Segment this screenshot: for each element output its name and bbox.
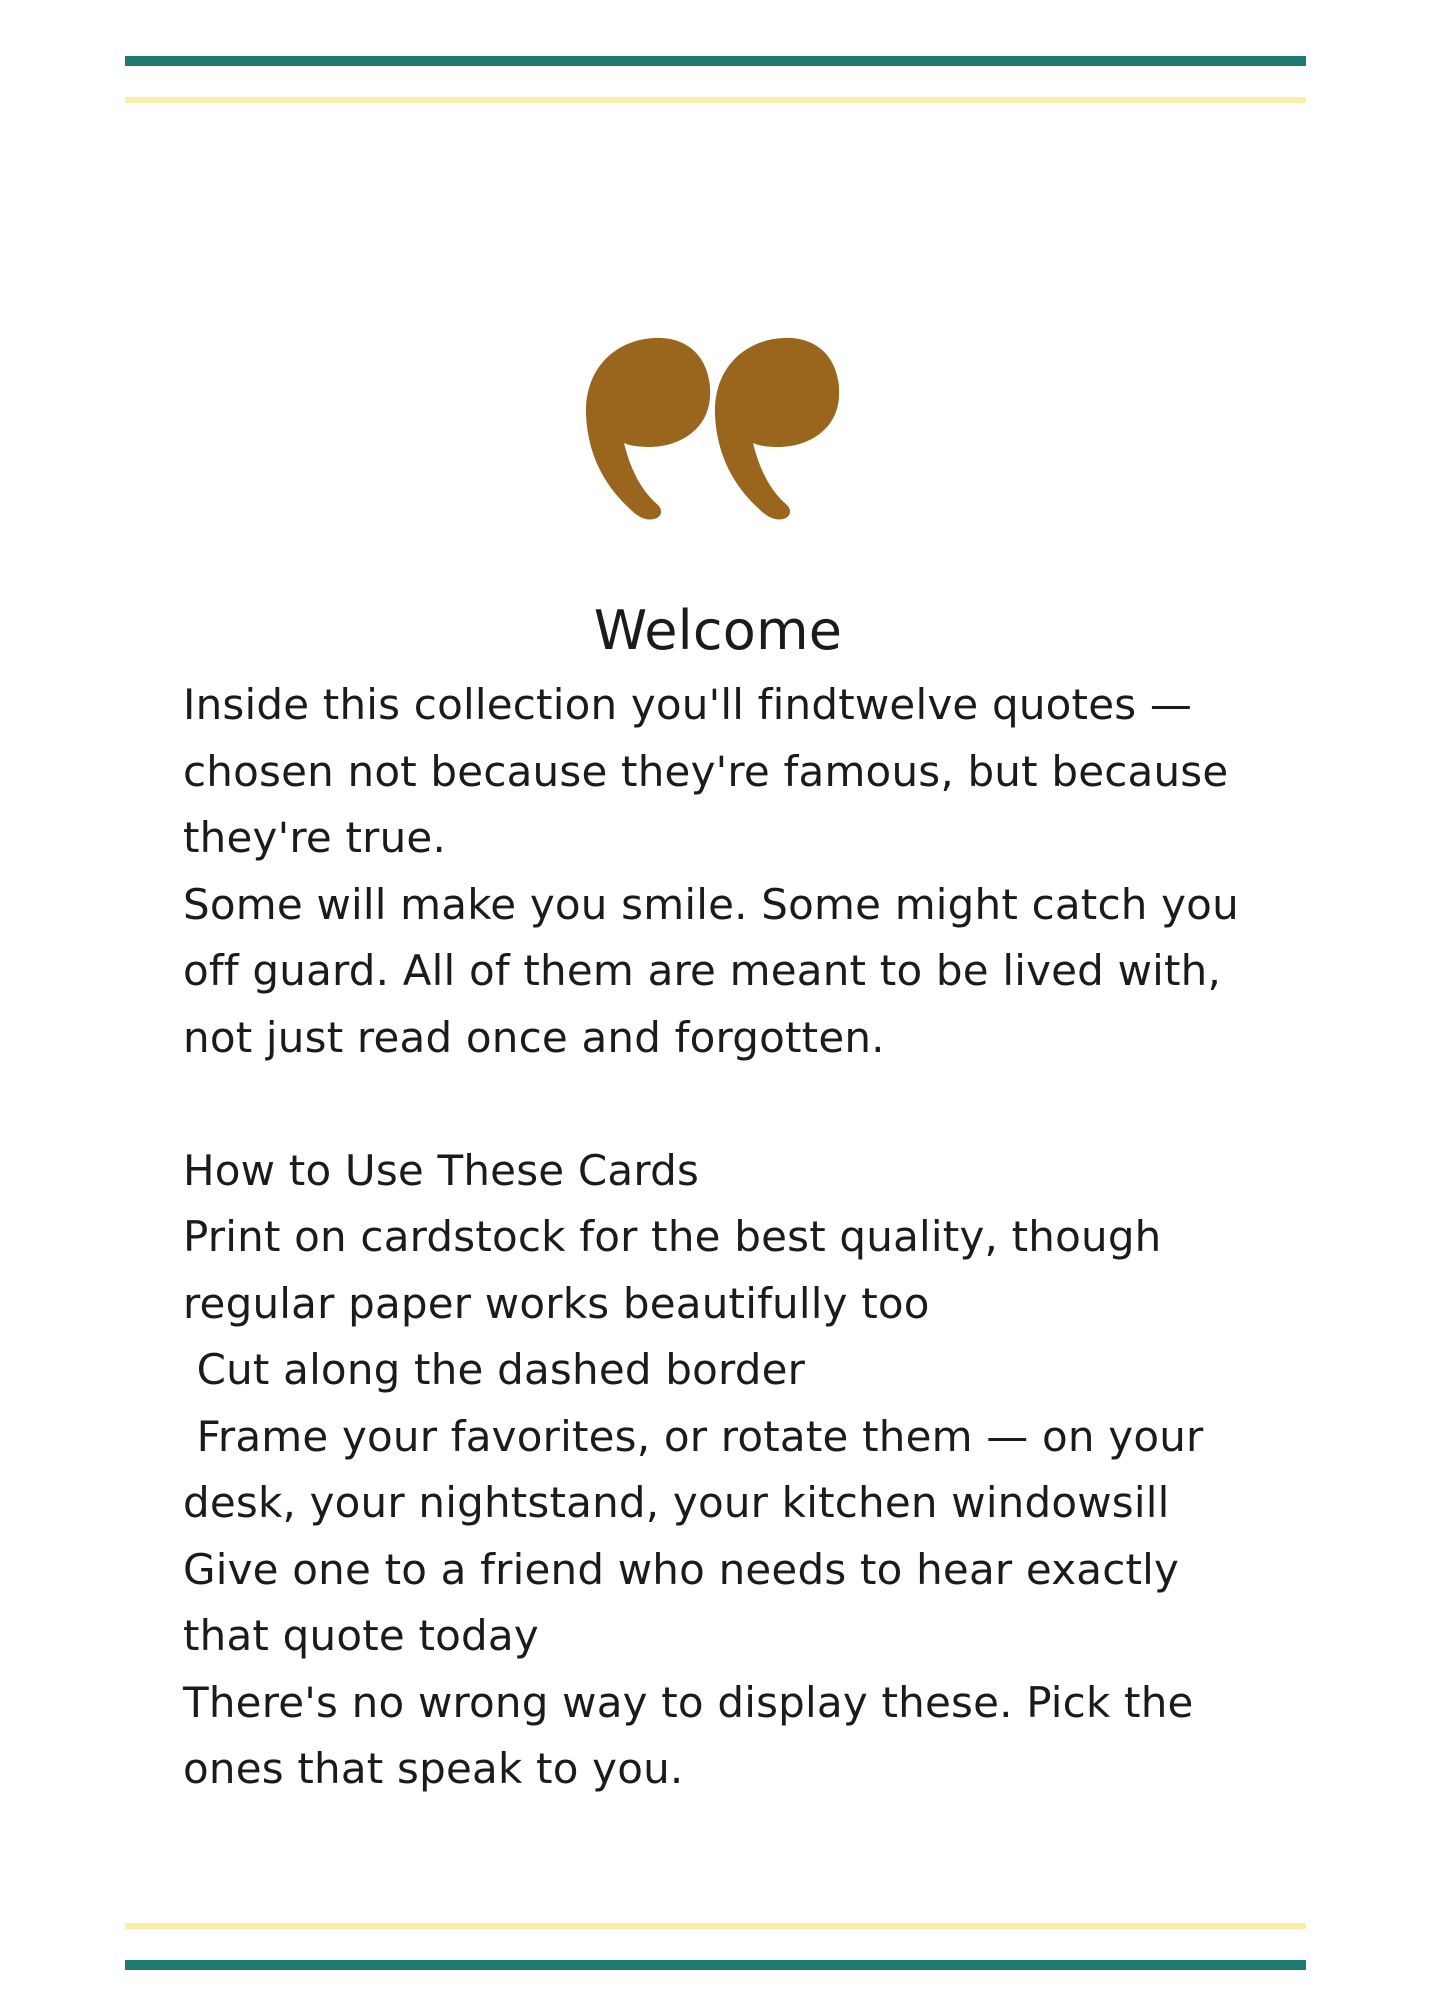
- top-teal-rule: [125, 56, 1306, 66]
- page-title: Welcome: [593, 599, 843, 662]
- intro-paragraph-2: Some will make you smile. Some might catch you off guard. All of them are meant to be lived with, not just read once and forgotten.: [183, 879, 1239, 1062]
- how-to-heading: How to Use These Cards: [183, 1145, 700, 1195]
- bottom-yellow-rule: [125, 1923, 1306, 1929]
- top-yellow-rule: [125, 97, 1306, 103]
- quote-mark-icon: [584, 335, 839, 521]
- how-to-step: Cut along the dashed border: [183, 1345, 806, 1394]
- intro-paragraph-1: Inside this collection you'll findtwelve quotes — chosen not because they're famous, but because they're true.: [183, 680, 1229, 862]
- intro-text-block: [183, 598, 1273, 1803]
- how-to-step: Print on cardstock for the best quality, though regular paper works beautifully too: [183, 1212, 1176, 1328]
- section-spacer: [183, 1071, 1273, 1138]
- closing-paragraph: There's no wrong way to display these. Pick the ones that speak to you.: [183, 1677, 1208, 1793]
- how-to-step: Frame your favorites, or rotate them — on your desk, your nightstand, your kitchen windowsill: [183, 1411, 1218, 1527]
- bottom-teal-rule: [125, 1960, 1306, 1970]
- how-to-step: Give one to a friend who needs to hear exactly that quote today: [183, 1544, 1193, 1660]
